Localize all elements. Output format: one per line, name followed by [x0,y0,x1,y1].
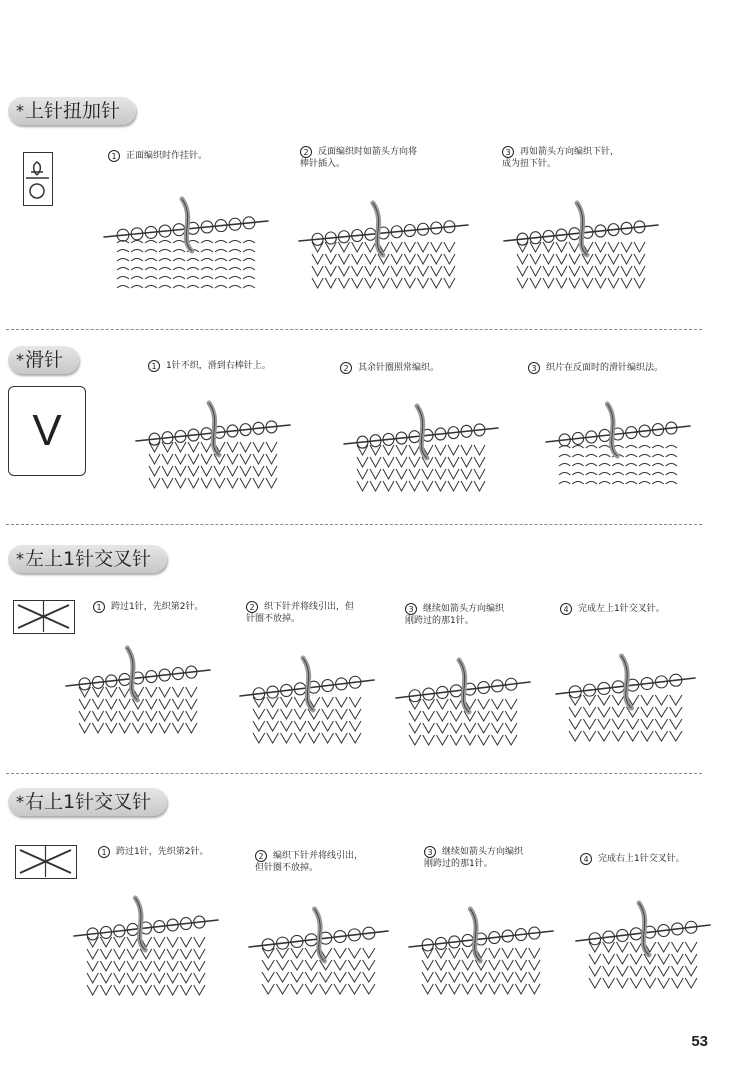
illustration-step-1 [100,170,270,300]
knitting-symbol-twisted-purl [23,152,53,206]
step-1: 1 跨过1针，先织第2针。 [98,846,208,858]
asterisk-icon: * [16,101,24,120]
asterisk-icon: * [16,792,24,811]
illustration-step-3 [542,386,692,492]
illustration-step-3 [392,640,532,752]
illustration-step-2 [295,178,470,300]
section-divider [6,524,702,525]
section-title: *上针扭加针 [8,97,136,125]
step-3: 3 再如箭头方向编织下针， 成为扭下针。 [502,147,620,169]
illustration-step-1 [132,380,292,498]
knitting-symbol-slip: V [8,386,86,476]
step-1: 1 正面编织时作挂针。 [108,150,207,162]
illustration-step-4 [572,880,712,998]
illustration-step-2 [245,890,390,998]
illustration-step-2 [236,640,376,746]
step-3: 3 继续如箭头方向编织 刚跨过的那1针。 [424,847,524,869]
illustration-step-2 [340,386,500,498]
step-1: 1 1针不织，滑到右棒针上。 [148,360,271,372]
step-1: 1 跨过1针，先织第2针。 [93,601,203,613]
step-2: 2 织下针并将线引出，但 针圈不放掉。 [246,602,355,624]
step-4: 4 完成右上1针交叉针。 [580,853,685,865]
illustration-step-1 [70,870,220,998]
section-title: *滑针 [8,346,79,374]
step-2: 2 编织下针并将线引出， 但针圈不放掉。 [255,851,364,873]
illustration-step-4 [552,636,697,746]
section-title: *右上1针交叉针 [8,788,167,816]
illustration-step-1 [62,628,212,740]
asterisk-icon: * [16,350,24,369]
step-4: 4 完成左上1针交叉针。 [560,603,665,615]
step-2: 2 其余针圈照常编织。 [340,362,439,374]
illustration-step-3 [500,178,660,300]
knitting-symbol-right-cross [15,845,77,879]
asterisk-icon: * [16,549,24,568]
section-divider [6,329,702,330]
illustration-step-3 [405,890,555,998]
section-title: *左上1针交叉针 [8,545,167,573]
step-2: 2 反面编织时如箭头方向将 棒针插入。 [300,147,418,169]
section-divider [6,773,702,774]
step-3: 3 织片在反面时的滑针编织法。 [528,362,663,374]
page-number: 53 [691,1033,708,1050]
step-3: 3 继续如箭头方向编织 刚跨过的那1针。 [405,604,505,626]
